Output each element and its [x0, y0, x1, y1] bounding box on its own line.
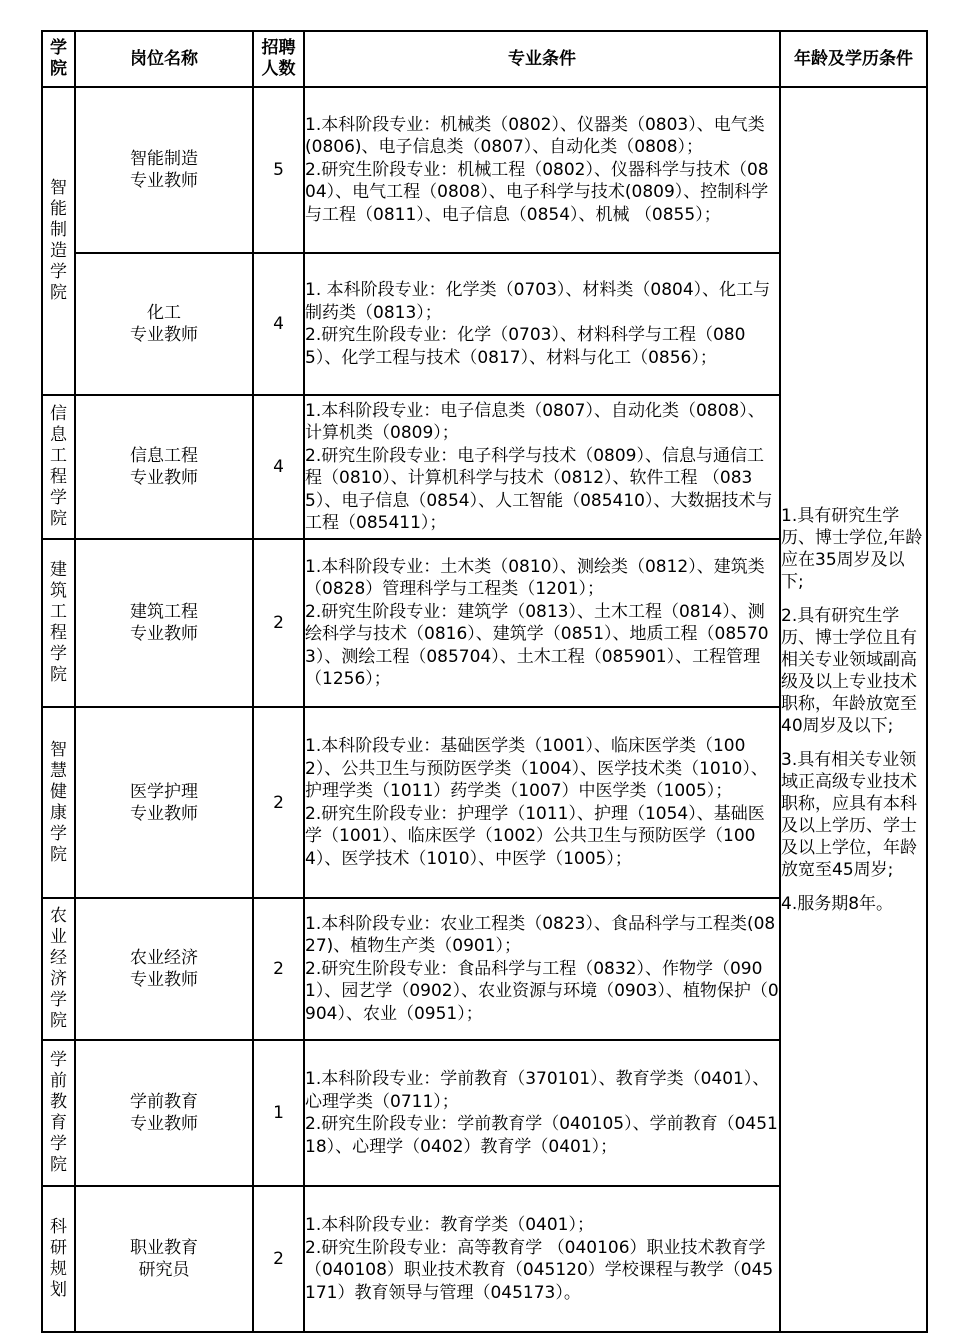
college-name: 农业经济学院 [50, 906, 67, 1031]
position-line: 学前教育 [130, 1092, 198, 1112]
position-line: 专业教师 [130, 624, 198, 644]
position-line: 化工 [147, 303, 181, 323]
header-major: 专业条件 [304, 31, 780, 87]
count-cell: 2 [253, 898, 304, 1040]
position-cell [75, 539, 253, 707]
major-line: 1.本科阶段专业：土木类（0810）、测绘类（0812）、建筑类（0828）管理科学与工程类（1201）； [305, 556, 765, 599]
college-name: 建筑工程学院 [50, 560, 67, 685]
count-cell: 2 [253, 539, 304, 707]
count-cell: 4 [253, 395, 304, 539]
major-line: 1.本科阶段专业：基础医学类（1001）、临床医学类（1002）、公共卫生与预防医学类（1004）、医学技术类（1010）、护理学类（1011）药学类（1007）中医学类（1005）； [305, 736, 768, 801]
major-cell [304, 395, 780, 539]
position-line: 专业教师 [130, 803, 198, 824]
table-row [42, 87, 927, 253]
position-cell [75, 395, 253, 539]
major-cell [304, 707, 780, 898]
age-cell [780, 87, 927, 1332]
college-cell [42, 1040, 75, 1186]
header-row [42, 31, 927, 87]
position-cell [75, 1040, 253, 1186]
count-cell: 4 [253, 253, 304, 395]
position-line: 信息工程 [130, 446, 198, 466]
college-cell [42, 898, 75, 1040]
college-cell [42, 707, 75, 898]
position-cell [75, 87, 253, 253]
major-line: 1.本科阶段专业：学前教育（370101）、教育学类（0401）、心理学类（0711）； [305, 1069, 770, 1112]
major-cell [304, 253, 780, 395]
position-cell [75, 253, 253, 395]
major-cell [304, 1186, 780, 1332]
major-cell [304, 898, 780, 1040]
major-line: 2.研究生阶段专业：高等教育学 （040106）职业技术教育学（040108）职业技术教育（045120）学校课程与教学（045171）教育领导与管理（045173）。 [305, 1237, 774, 1303]
major-line: 1. 本科阶段专业：化学类（0703）、材料类（0804）、化工与制药类（0813）； [305, 280, 771, 323]
college-cell [42, 87, 75, 395]
college-name: 智慧健康学院 [50, 739, 67, 865]
college-name: 信息工程学院 [50, 404, 67, 529]
college-name: 学前教育学院 [50, 1050, 67, 1175]
header-college: 学院 [42, 31, 75, 87]
age-condition: 4.服务期8年。 [781, 893, 894, 914]
college-cell [42, 1186, 75, 1332]
major-cell [304, 539, 780, 707]
major-line: 1.本科阶段专业：机械类（0802）、仪器类（0803）、电气类(0806)、电子信息类（0807）、自动化类（0808）； [305, 114, 765, 158]
college-name: 科研规划 [50, 1217, 67, 1300]
position-line: 研究员 [138, 1260, 190, 1280]
major-line: 2.研究生阶段专业：机械工程（0802）、仪器科学与技术（0804）、电气工程（0808）、电子科学与技术(0809）、控制科学与工程（0811）、电子信息（0854）、机械 （0855）； [305, 159, 769, 225]
age-condition: 3.具有相关专业领域正高级专业技术职称，应具有本科及以上学历、学士及以上学位，年龄放宽至45周岁; [781, 749, 917, 880]
position-cell [75, 707, 253, 898]
major-line: 2.研究生阶段专业：建筑学（0813）、土木工程（0814）、测绘科学与技术（0816）、建筑学（0851）、地质工程（085703）、测绘工程（085704）、土木工程（085901）、工程管理（1256）； [305, 601, 769, 689]
count-cell: 5 [253, 87, 304, 253]
position-line: 智能制造 [130, 149, 198, 169]
count-cell: 2 [253, 707, 304, 898]
age-condition: 1.具有研究生学历、博士学位,年龄应在35周岁及以下; [781, 505, 923, 592]
position-cell [75, 898, 253, 1040]
position-line: 农业经济 [130, 948, 198, 968]
position-line: 专业教师 [130, 325, 198, 345]
major-line: 2.研究生阶段专业：学前教育学（040105）、学前教育（045118）、心理学（0402）教育学（0401）； [305, 1114, 778, 1157]
college-cell [42, 395, 75, 539]
position-line: 建筑工程 [130, 602, 198, 622]
major-line: 2.研究生阶段专业：食品科学与工程（0832）、作物学（0901）、园艺学（0902）、农业资源与环境（0903）、植物保护（0904）、农业（0951）； [305, 958, 779, 1024]
major-line: 1.本科阶段专业：农业工程类（0823）、食品科学与工程类(0827)、植物生产类（0901）； [305, 913, 776, 957]
major-cell [304, 87, 780, 253]
major-line: 2.研究生阶段专业：电子科学与技术（0809）、信息与通信工程（0810）、计算机科学与技术（0812）、软件工程 （0835）、电子信息（0854）、人工智能（085410）、大数据技术与工程（085411）； [305, 445, 773, 533]
major-line: 1.本科阶段专业：教育学类（0401）； [305, 1215, 594, 1235]
count-cell: 1 [253, 1040, 304, 1186]
major-cell [304, 1040, 780, 1186]
count-cell: 2 [253, 1186, 304, 1332]
header-position: 岗位名称 [75, 31, 253, 87]
position-line: 医学护理 [130, 781, 198, 802]
major-line: 1.本科阶段专业：电子信息类（0807）、自动化类（0808）、计算机类（0809）； [305, 400, 765, 443]
recruitment-table [41, 30, 928, 1333]
major-line: 2.研究生阶段专业：化学（0703）、材料科学与工程（0805）、化学工程与技术（0817）、材料与化工（0856）； [305, 325, 746, 368]
major-line: 2.研究生阶段专业：护理学（1011）、护理（1054）、基础医学（1001）、临床医学（1002）公共卫生与预防医学（1004）、医学技术（1010）、中医学（1005）； [305, 803, 765, 869]
header-age: 年龄及学历条件 [780, 31, 927, 87]
header-count: 招聘人数 [253, 31, 304, 87]
age-condition: 2.具有研究生学历、博士学位且有相关专业领域副高级及以上专业技术职称，年龄放宽至40周岁及以下; [781, 605, 917, 736]
college-name: 智能制造学院 [50, 178, 67, 303]
college-cell [42, 539, 75, 707]
position-cell [75, 1186, 253, 1332]
position-line: 专业教师 [130, 468, 198, 488]
position-line: 专业教师 [130, 171, 198, 191]
position-line: 专业教师 [130, 970, 198, 990]
position-line: 职业教育 [130, 1238, 198, 1258]
position-line: 专业教师 [130, 1114, 198, 1134]
